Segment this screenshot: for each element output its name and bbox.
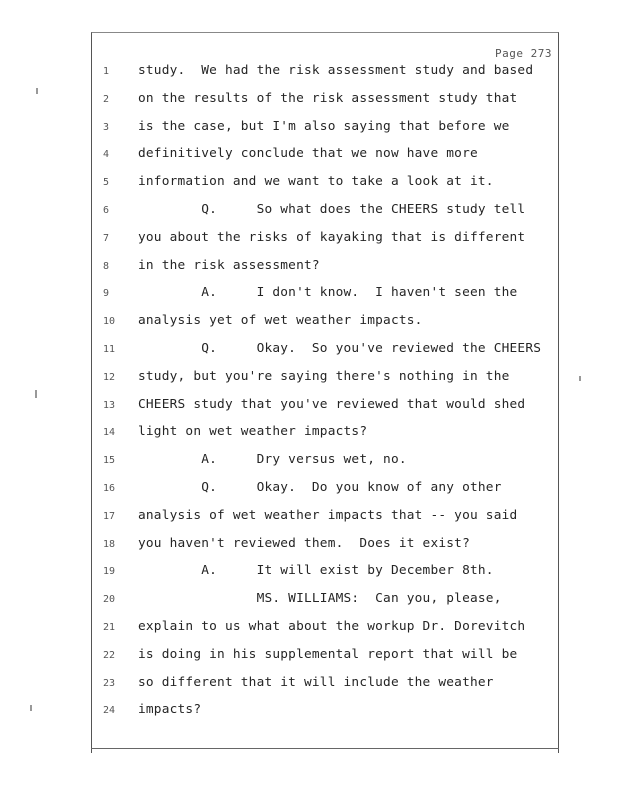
transcript-line [91, 313, 557, 333]
transcript-line [91, 452, 557, 472]
transcript-line [91, 619, 557, 639]
line-text: you about the risks of kayaking that is different [138, 229, 526, 245]
line-text: is the case, but I'm also saying that before we [138, 118, 510, 134]
bottom-rule [91, 748, 559, 749]
line-number: 7 [103, 232, 110, 244]
scan-speck [30, 705, 32, 711]
transcript-line [91, 174, 557, 194]
transcript-line [91, 702, 557, 722]
line-number: 11 [103, 344, 116, 355]
transcript-line [91, 285, 557, 305]
transcript-line [91, 63, 557, 83]
line-number: 14 [103, 427, 116, 439]
line-number: 8 [103, 260, 110, 272]
line-number: 9 [103, 288, 110, 300]
line-text: Q. Okay. So you've reviewed the CHEERS [138, 341, 542, 356]
transcript-line [91, 536, 557, 556]
line-number: 15 [103, 455, 116, 467]
line-text: Q. So what does the CHEERS study tell [138, 202, 526, 217]
line-text: explain to us what about the workup Dr. Dorevitch [138, 619, 526, 634]
transcript-line [91, 146, 557, 166]
line-number: 2 [103, 93, 110, 105]
transcript-page [91, 32, 559, 753]
line-text: is doing in his supplemental report that will be [138, 646, 518, 662]
transcript-line [91, 258, 557, 278]
line-text: Q. Okay. Do you know of any other [138, 480, 502, 495]
line-number: 16 [103, 483, 116, 494]
scan-speck [36, 88, 38, 94]
line-number: 10 [103, 316, 116, 328]
line-number: 23 [103, 677, 116, 689]
transcript-line [91, 230, 557, 250]
line-text: analysis of wet weather impacts that -- you said [138, 507, 518, 523]
scan-speck [35, 390, 37, 398]
transcript-line [91, 647, 557, 667]
line-text: so different that it will include the weather [138, 674, 494, 690]
page-number: Page 273 [495, 47, 552, 60]
line-text: in the risk assessment? [138, 257, 320, 273]
line-text: MS. WILLIAMS: Can you, please, [138, 591, 502, 607]
line-number: 13 [103, 399, 116, 411]
line-text: A. Dry versus wet, no. [138, 452, 407, 468]
transcript-line [91, 91, 557, 111]
transcript-line [91, 369, 557, 389]
transcript-line [91, 397, 557, 417]
line-number: 5 [103, 177, 110, 189]
transcript-line [91, 675, 557, 695]
line-text: A. It will exist by December 8th. [138, 563, 494, 579]
line-number: 20 [103, 594, 116, 606]
transcript-line [91, 202, 557, 222]
line-number: 21 [103, 622, 116, 633]
transcript-line [91, 508, 557, 528]
line-text: analysis yet of wet weather impacts. [138, 313, 423, 329]
line-number: 24 [103, 705, 116, 717]
transcript-line [91, 480, 557, 500]
line-number: 4 [103, 149, 110, 161]
line-number: 19 [103, 566, 116, 578]
line-number: 12 [103, 371, 116, 383]
transcript-line [91, 591, 557, 611]
line-text: A. I don't know. I haven't seen the [138, 285, 518, 301]
line-text: you haven't reviewed them. Does it exist? [138, 535, 470, 551]
line-number: 6 [103, 205, 110, 216]
line-text: CHEERS study that you've reviewed that would shed [138, 396, 526, 412]
scan-speck [579, 376, 581, 381]
line-text: study, but you're saying there's nothing in the [138, 368, 510, 384]
line-number: 1 [103, 66, 110, 77]
line-text: definitively conclude that we now have more [138, 146, 478, 162]
line-text: information and we want to take a look at it. [138, 174, 494, 190]
transcript-line [91, 424, 557, 444]
line-text: impacts? [138, 702, 202, 718]
line-text: on the results of the risk assessment study that [138, 90, 518, 106]
line-number: 3 [103, 121, 110, 133]
line-number: 22 [103, 649, 116, 661]
transcript-line [91, 119, 557, 139]
line-text: light on wet weather impacts? [138, 424, 368, 440]
line-number: 18 [103, 538, 116, 550]
line-number: 17 [103, 510, 116, 522]
transcript-line [91, 563, 557, 583]
line-text: study. We had the risk assessment study and based [138, 63, 534, 78]
transcript-line [91, 341, 557, 361]
